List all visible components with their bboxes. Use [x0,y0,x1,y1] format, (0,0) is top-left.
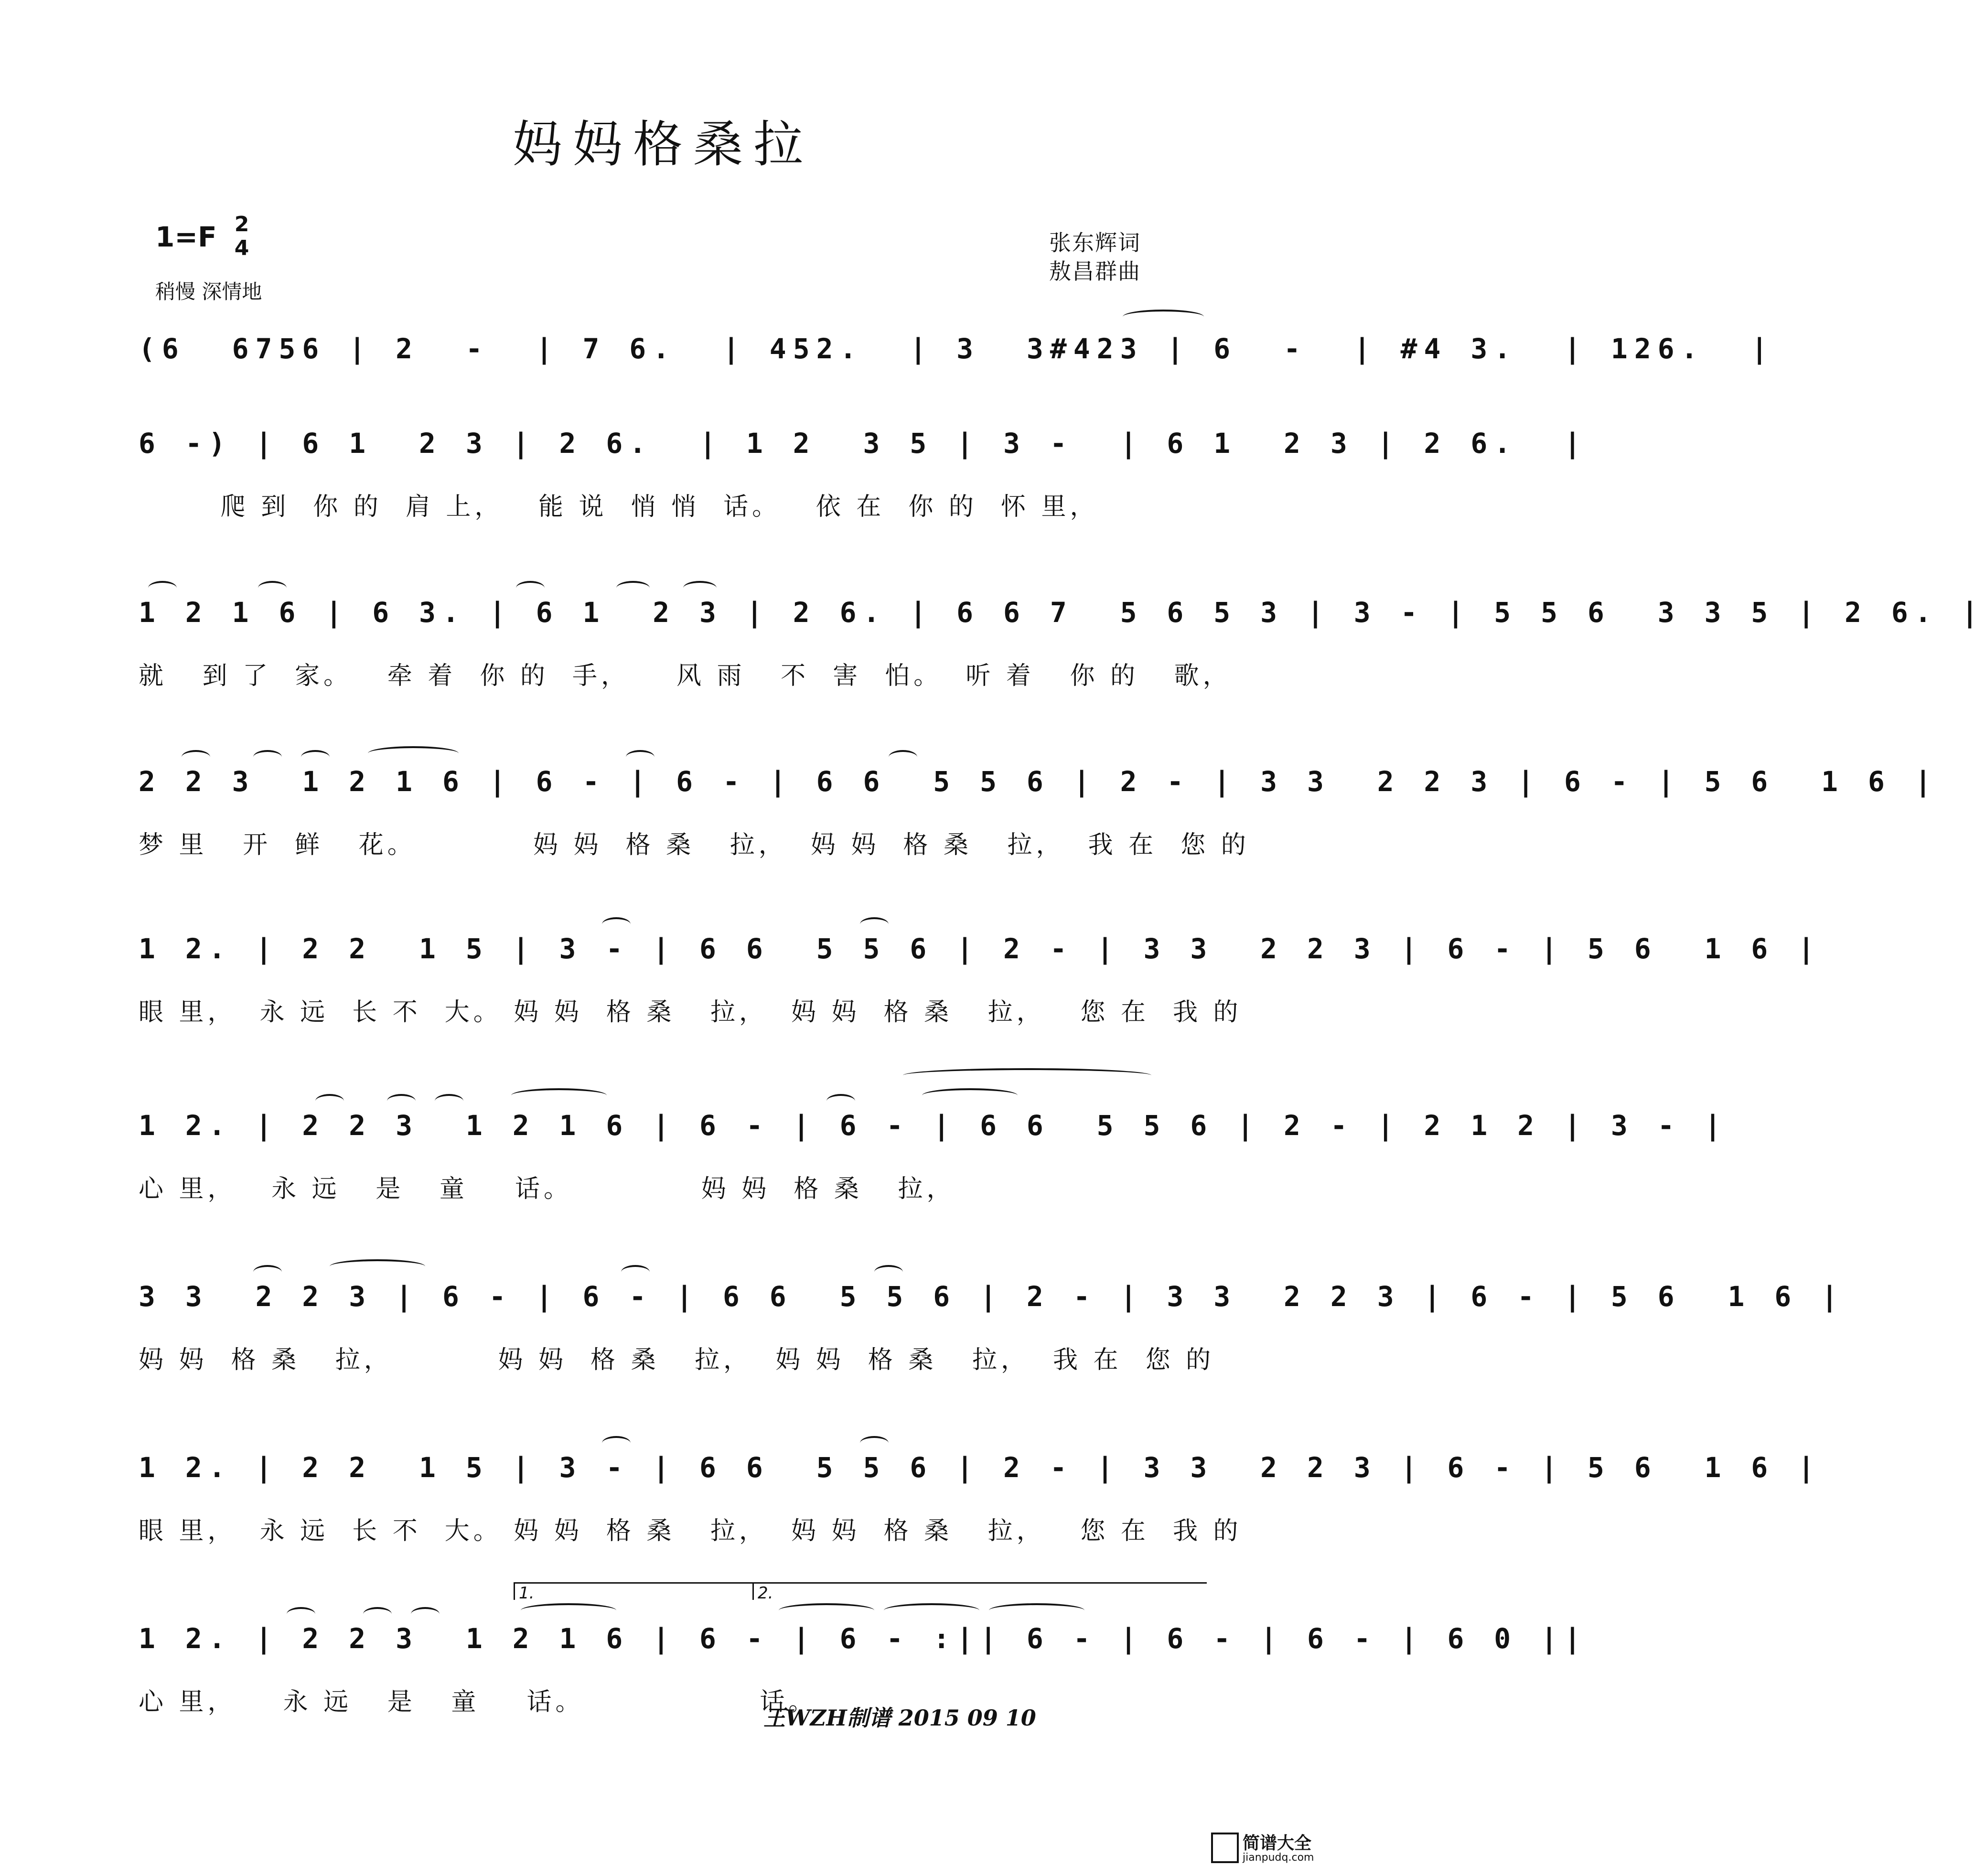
slur-arc [411,1607,440,1621]
tie-arc [1123,310,1204,324]
slur-arc [602,1436,631,1450]
logo-url: jianpudq.com [1243,1852,1314,1864]
transcriber-signature: 王WZH制谱 2015 09 10 [763,1705,1036,1731]
notes-line: 1 2. | 2 2 3 1 2 1 6 | 6 - | 6 - :|| 6 - | 6 - | 6 - | 6 0 || [139,1622,1588,1655]
lyrics-line: 爬 到 你 的 肩 上， 能 说 悄 悄 话。 依 在 你 的 怀 里， [139,493,1099,521]
notes-line: (6 6756 | 2 - | 7 6. | 452. | 3 3#423 | 6 - | #4 3. | 126. | [139,332,1775,365]
first-ending: 1. [514,1582,882,1600]
lyrics-line: 梦 里 开 鲜 花。 妈 妈 格 桑 拉， 妈 妈 格 桑 拉， 我 在 您 的 [139,831,1250,859]
composer: 敖昌群曲 [1049,258,1141,284]
tie-arc [922,1088,1018,1103]
notes-line: 3 3 2 2 3 | 6 - | 6 - | 6 6 5 5 6 | 2 - | 3 3 2 2 3 | 6 - | 5 6 1 6 | [139,1280,1845,1313]
slur-arc [874,1265,903,1279]
slur-arc [315,1094,344,1108]
notes-line: 1 2. | 2 2 1 5 | 3 - | 6 6 5 5 6 | 2 - | 3 3 2 2 3 | 6 - | 5 6 1 6 | [139,933,1822,965]
time-signature [233,214,250,259]
slur-arc [182,750,210,764]
slur-arc [683,581,717,595]
piano-icon [1211,1833,1239,1863]
lyrics-line: 妈 妈 格 桑 拉， 妈 妈 格 桑 拉， 妈 妈 格 桑 拉， 我 在 您 的 [139,1346,1215,1374]
tie-arc [521,1603,616,1618]
notes-line: 1 2. | 2 2 3 1 2 1 6 | 6 - | 6 - | 6 6 5 5 6 | 2 - | 2 1 2 | 3 - | [139,1109,1728,1142]
lyrics-line: 心 里， 永 远 是 童 话。 妈 妈 格 桑 拉， [139,1175,955,1203]
slur-arc [148,581,177,595]
slur-arc [363,1607,392,1621]
lyricist: 张东辉词 [1049,230,1141,256]
notes-line: 2 2 3 1 2 1 6 | 6 - | 6 - | 6 6 5 5 6 | 2 - | 3 3 2 2 3 | 6 - | 5 6 1 6 | [139,765,1938,798]
tie-arc [779,1603,874,1618]
slur-arc [602,917,631,932]
slur-arc [253,1265,282,1279]
tie-arc [989,1603,1084,1618]
slur-arc [626,750,655,764]
slur-arc [860,917,889,932]
tie-arc [884,1603,979,1618]
credits [1049,228,1141,286]
logo-name: 简谱大全 [1243,1833,1312,1853]
slur-arc [253,750,282,764]
tie-arc [330,1259,425,1274]
slur-arc [387,1094,416,1108]
notes-line: 1 2. | 2 2 1 5 | 3 - | 6 6 5 5 6 | 2 - | 3 3 2 2 3 | 6 - | 5 6 1 6 | [139,1451,1822,1484]
lyrics-line: 眼 里， 永 远 长 不 大。 妈 妈 格 桑 拉， 妈 妈 格 桑 拉， 您 在 我 的 [139,998,1242,1027]
notes-line: 1 2 1 6 | 6 3. | 6 1 2 3 | 2 6. | 6 6 7 5 6 5 3 | 3 - | 5 5 6 3 3 5 | 2 6. | [139,596,1985,629]
second-ending: 2. [752,1582,1207,1600]
time-sig-top: 2 [234,212,249,236]
slur-arc [301,750,330,764]
slur-arc [258,581,287,595]
slur-arc [826,1094,855,1108]
lyrics-line: 就 到 了 家。 牵 着 你 的 手， 风 雨 不 害 怕。 听 着 你 的 歌， [139,662,1232,690]
tie-arc [368,746,459,761]
tie-arc [511,1088,607,1103]
key-signature: 1=F [155,221,217,253]
slur-arc [860,1436,889,1450]
slur-arc [516,581,545,595]
phrase-arc [903,1068,1151,1083]
slur-arc [287,1607,315,1621]
lyrics-line: 眼 里， 永 远 长 不 大。 妈 妈 格 桑 拉， 妈 妈 格 桑 拉， 您 在 我 的 [139,1517,1242,1545]
slur-arc [616,581,650,595]
slur-arc [435,1094,463,1108]
site-logo [1211,1830,1321,1868]
lyrics-line: 心 里， 永 远 是 童 话。 话。 [139,1688,817,1716]
notes-line: 6 -) | 6 1 2 3 | 2 6. | 1 2 3 5 | 3 - | 6 1 2 3 | 2 6. | [139,427,1588,460]
slur-arc [621,1265,650,1279]
time-sig-bottom: 4 [234,236,249,260]
song-title: 妈妈格桑拉 [512,115,814,173]
tempo-marking: 稍慢 深情地 [155,280,262,303]
slur-arc [889,750,917,764]
